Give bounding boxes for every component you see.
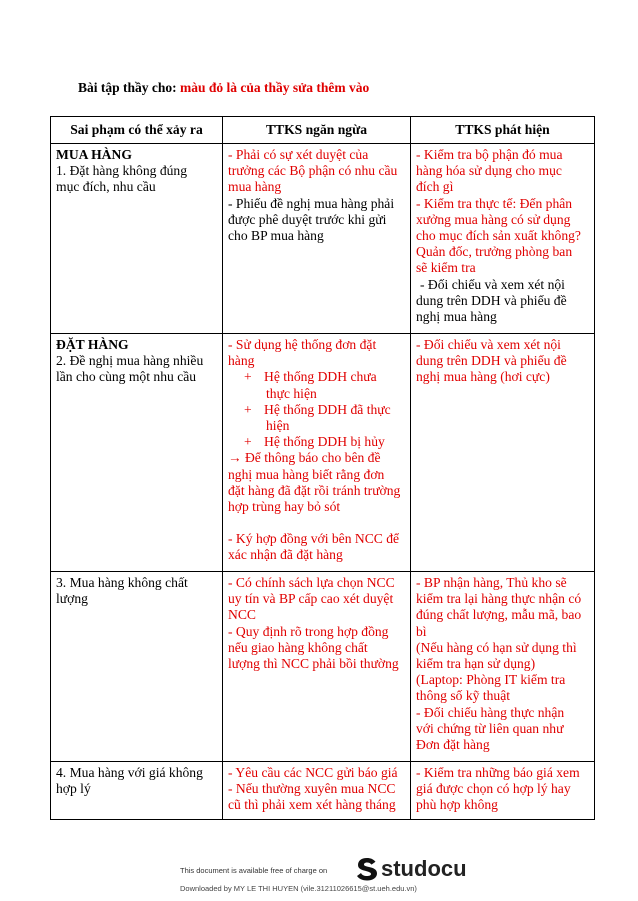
- text-line: - Yêu cầu các NCC gửi báo giá: [228, 765, 398, 780]
- row2-prevent: [223, 334, 411, 572]
- text-line: - Kiểm tra bộ phận đó mua: [416, 147, 563, 162]
- text-line: bì: [416, 623, 427, 639]
- table-header-row: [51, 117, 595, 144]
- footer-availability-text: This document is available free of charge on: [180, 866, 328, 875]
- text-line: được phê duyệt trước khi gửi: [228, 211, 387, 227]
- text-line: xưởng mua hàng có sử dụng: [416, 211, 571, 227]
- text-line: thực hiện: [266, 385, 317, 401]
- row3-prevent: [223, 572, 411, 762]
- text-line: NCC: [228, 607, 256, 623]
- header-detect: TTKS phát hiện: [411, 117, 595, 144]
- heading-prefix: Bài tập thầy cho:: [78, 80, 177, 95]
- text-line: - Đối chiếu và xem xét nội: [416, 337, 561, 352]
- plus-item: + Hệ thống DDH chưa: [244, 369, 377, 385]
- text-line: dung trên DDH và phiếu đề: [416, 292, 567, 308]
- text-line: dung trên DDH và phiếu đề: [416, 353, 567, 369]
- text-line: sẽ kiểm tra: [416, 260, 476, 276]
- text-line: giá được chọn có hợp lý hay: [416, 781, 571, 797]
- text-line: → Để thông báo cho bên đề: [228, 450, 381, 466]
- text-line: - BP nhận hàng, Thủ kho sẽ: [416, 575, 567, 590]
- spacer: [228, 515, 405, 531]
- text-line: - Phải có sự xét duyệt của: [228, 147, 369, 162]
- header-risk: Sai phạm có thể xảy ra: [51, 117, 223, 144]
- text-line: - Kiểm tra những báo giá xem: [416, 765, 580, 780]
- text-line: (Nếu hàng có hạn sử dụng thì: [416, 639, 577, 655]
- table-row: [51, 144, 595, 334]
- text-line: kiểm tra lại hàng thực nhận có: [416, 591, 582, 607]
- text-line: đúng chất lượng, mẫu mã, bao: [416, 607, 582, 623]
- text-line: hiện: [266, 418, 290, 434]
- text-line: cũ thì phải xem xét hàng tháng: [228, 797, 396, 813]
- section-title: MUA HÀNG: [56, 147, 132, 162]
- table-row: [51, 334, 595, 572]
- text-line: cho BP mua hàng: [228, 228, 324, 244]
- section-title: ĐẶT HÀNG: [56, 337, 129, 352]
- row2-detect: [411, 334, 595, 572]
- text-line: nếu giao hàng không chất: [228, 639, 368, 655]
- text-line: hàng hóa sử dụng cho mục: [416, 163, 562, 179]
- studocu-logo-icon: [356, 857, 378, 881]
- text-line: - Có chính sách lựa chọn NCC: [228, 575, 395, 590]
- table-row: [51, 572, 595, 762]
- studocu-brand-text: studocu: [381, 856, 467, 881]
- text-line: - Sử dụng hệ thống đơn đặt: [228, 337, 377, 352]
- controls-table: [50, 116, 595, 820]
- text-line: hợp trùng hay bỏ sót: [228, 499, 341, 515]
- text-line: mục đích, nhu cầu: [56, 179, 156, 195]
- text-line: nghị mua hàng biết rằng đơn: [228, 466, 385, 482]
- text-line: - Quy định rõ trong hợp đồng: [228, 623, 389, 639]
- plus-item: + Hệ thống DDH bị hủy: [244, 434, 385, 450]
- text-line: nghị mua hàng (hơi cực): [416, 369, 550, 385]
- text-line: 3. Mua hàng không chất: [56, 575, 188, 590]
- row4-risk: [51, 762, 223, 820]
- text-line: - Đối chiếu hàng thực nhận: [416, 704, 565, 720]
- table-row: [51, 762, 595, 820]
- text-line: - Phiếu đề nghị mua hàng phải: [228, 195, 395, 211]
- row4-prevent: [223, 762, 411, 820]
- text-line: nghị mua hàng: [416, 309, 497, 325]
- row4-detect: [411, 762, 595, 820]
- text-line: hợp lý: [56, 781, 91, 797]
- text-line: cho mục đích sản xuất không?: [416, 228, 581, 244]
- text-line: hàng: [228, 353, 255, 369]
- text-line: Hệ thống DDH chưa: [264, 369, 377, 385]
- heading-red-note: màu đỏ là của thầy sửa thêm vào: [180, 80, 370, 95]
- text-line: uy tín và BP cấp cao xét duyệt: [228, 591, 394, 607]
- text-line: trưởng các Bộ phận có nhu cầu: [228, 163, 398, 179]
- text-line: Hệ thống DDH đã thực: [264, 401, 391, 417]
- row1-detect: [411, 144, 595, 334]
- text-line: 2. Đề nghị mua hàng nhiều: [56, 353, 204, 369]
- text-line: đích gì: [416, 179, 454, 195]
- text-line: kiểm tra hạn sử dụng): [416, 656, 536, 672]
- text-line: - Ký hợp đồng với bên NCC để: [228, 531, 400, 547]
- text-line: xác nhận đã đặt hàng: [228, 547, 343, 563]
- text-line: mua hàng: [228, 179, 282, 195]
- text-line: lượng thì NCC phải bồi thường: [228, 656, 399, 672]
- text-line: Hệ thống DDH bị hủy: [264, 434, 385, 450]
- assignment-heading: [78, 80, 369, 96]
- text-line: lần cho cùng một nhu cầu: [56, 369, 197, 385]
- text-line: thông số kỹ thuật: [416, 688, 511, 704]
- row2-risk: [51, 334, 223, 572]
- footer-downloaded-text: Downloaded by MY LE THI HUYEN (vile.31211026615@st.ueh.edu.vn): [180, 884, 417, 893]
- text-line: (Laptop: Phòng IT kiểm tra: [416, 672, 566, 688]
- row1-risk: [51, 144, 223, 334]
- text-line: lượng: [56, 591, 88, 607]
- text-line: phù hợp không: [416, 797, 498, 813]
- row3-detect: [411, 572, 595, 762]
- text-line: 1. Đặt hàng không đúng: [56, 163, 188, 179]
- header-prevent: TTKS ngăn ngừa: [223, 117, 411, 144]
- text-line: - Nếu thường xuyên mua NCC: [228, 781, 396, 797]
- text-line: 4. Mua hàng với giá không: [56, 765, 203, 780]
- plus-item: + Hệ thống DDH đã thực: [244, 401, 391, 417]
- text-line: - Đối chiếu và xem xét nội: [420, 276, 565, 292]
- text-line: Quản đốc, trưởng phòng ban: [416, 244, 573, 260]
- text-line: với chứng từ liên quan như: [416, 720, 564, 736]
- row3-risk: [51, 572, 223, 762]
- studocu-logo[interactable]: [356, 856, 467, 882]
- text-line: đặt hàng đã đặt rồi tránh trường: [228, 482, 401, 498]
- row1-prevent: [223, 144, 411, 334]
- text-line: - Kiểm tra thực tế: Đến phân: [416, 195, 573, 211]
- text-line: Đơn đặt hàng: [416, 737, 490, 753]
